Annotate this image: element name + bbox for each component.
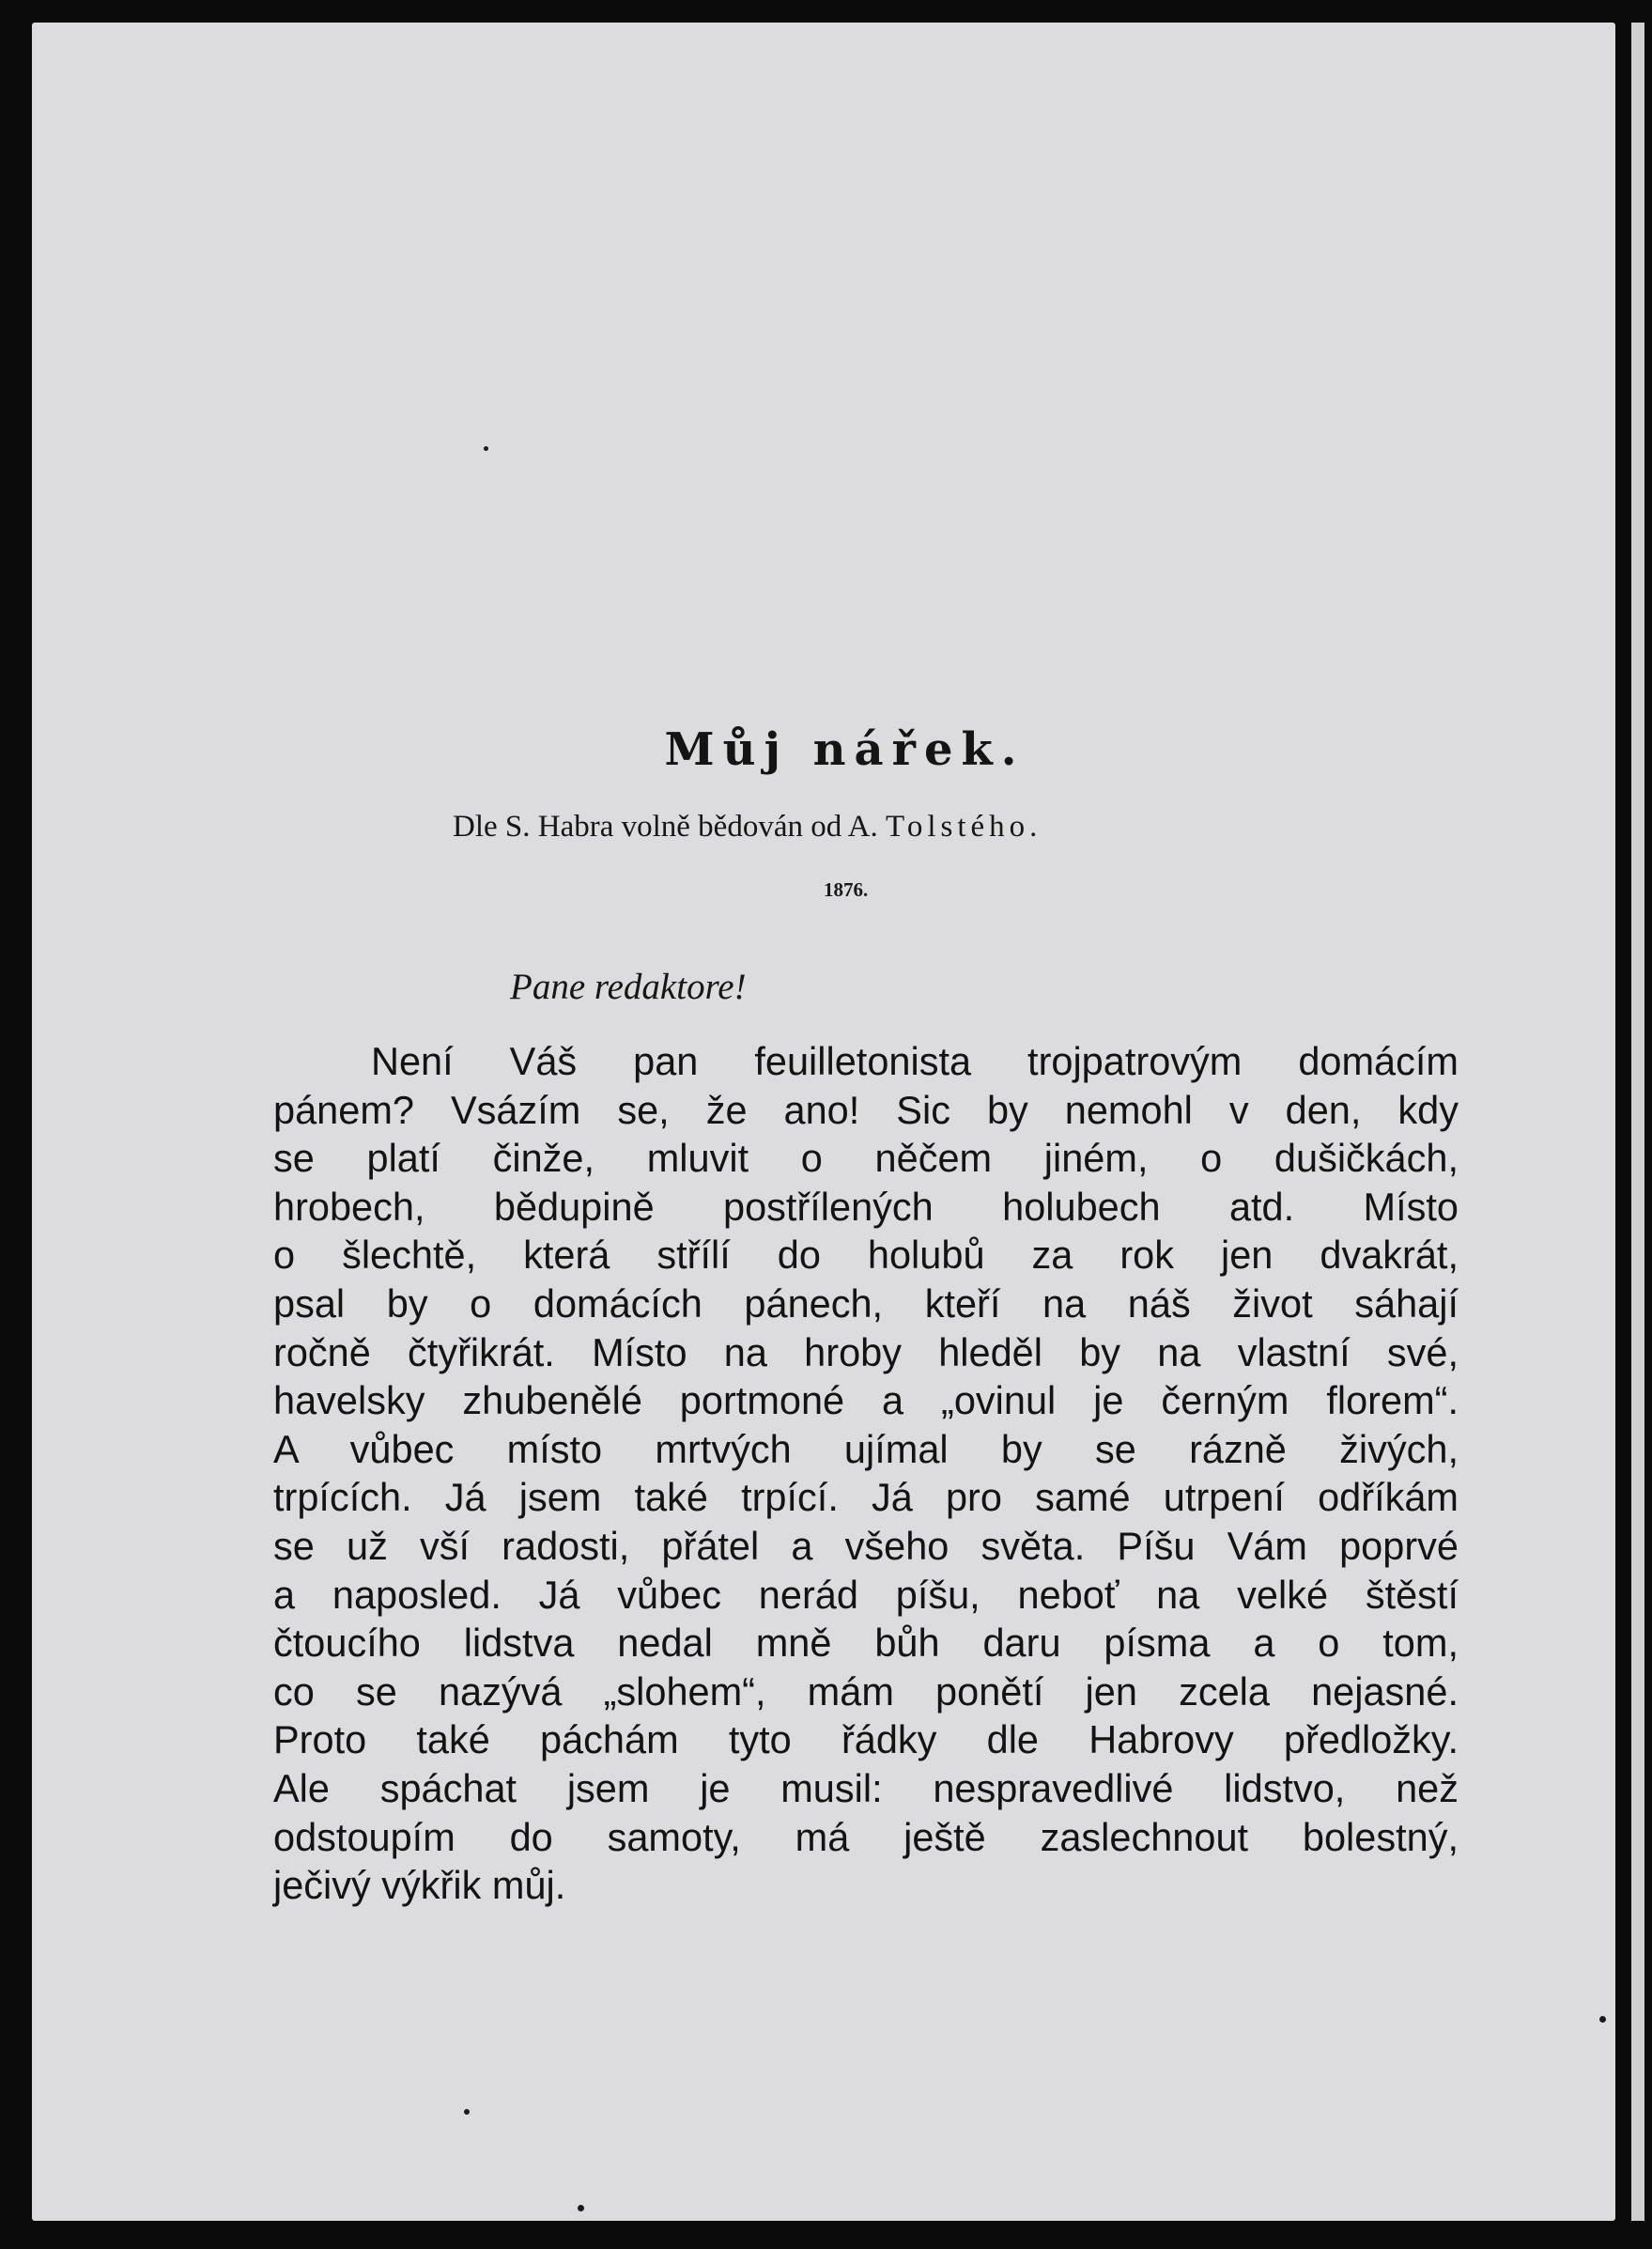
text-line-last: ječivý výkřik můj. — [273, 1863, 566, 1908]
text-line: Proto také páchám tyto řádky dle Habrovy předložky. — [273, 1717, 1459, 1762]
text-line: psal by o domácích pánech, kteří na náš život sáhají — [273, 1280, 1459, 1326]
text-line: ročně čtyřikrát. Místo na hroby hleděl by na vlastní své, — [273, 1329, 1459, 1374]
article-year: 1876. — [824, 878, 869, 901]
article-title: Můj nářek. — [664, 723, 1026, 776]
article-subtitle — [453, 810, 1042, 845]
text-line: A vůbec místo mrtvých ujímal by se rázně živých, — [273, 1426, 1459, 1471]
next-page-edge — [1631, 23, 1644, 2221]
text-line: o šlechtě, která střílí do holubů za rok jen dvakrát, — [273, 1233, 1459, 1278]
dust-speck — [464, 2109, 470, 2115]
dust-speck — [1599, 2016, 1606, 2023]
dust-speck — [578, 2205, 584, 2211]
text-line: a naposled. Já vůbec nerád píšu, neboť na velké štěstí — [273, 1572, 1459, 1617]
letter-body — [273, 1037, 1459, 1910]
subtitle-text: Dle S. Habra volně bědován od A. — [453, 810, 878, 844]
text-line: odstoupím do samoty, má ještě zaslechnout bolestný, — [273, 1814, 1459, 1859]
dust-speck — [484, 446, 488, 451]
text-line: hrobech, bědupině postřílených holubech atd. Místo — [273, 1184, 1459, 1229]
text-line: Není Váš pan feuilletonista trojpatrovým domácím — [371, 1039, 1459, 1083]
text-line: se platí činže, mluvit o něčem jiném, o dušičkách, — [273, 1136, 1459, 1181]
text-line: trpících. Já jsem také trpící. Já pro samé utrpení odříkám — [273, 1475, 1459, 1520]
text-line: havelsky zhubenělé portmoné a „ovinul je černým florem“. — [273, 1378, 1459, 1423]
text-line: Ale spáchat jsem je musil: nespravedlivé lidstvo, než — [273, 1765, 1459, 1810]
text-line: čtoucího lidstva nedal mně bůh daru písma a o tom, — [273, 1621, 1459, 1666]
subtitle-author: Tolstého. — [886, 810, 1042, 844]
text-line: co se nazývá „slohem“, mám ponětí jen zcela nejasné. — [273, 1668, 1459, 1714]
salutation: Pane redaktore! — [510, 967, 747, 1007]
text-line: se už vší radosti, přátel a všeho světa. Píšu Vám poprvé — [273, 1523, 1459, 1568]
text-line: pánem? Vsázím se, že ano! Sic by nemohl v den, kdy — [273, 1087, 1459, 1132]
